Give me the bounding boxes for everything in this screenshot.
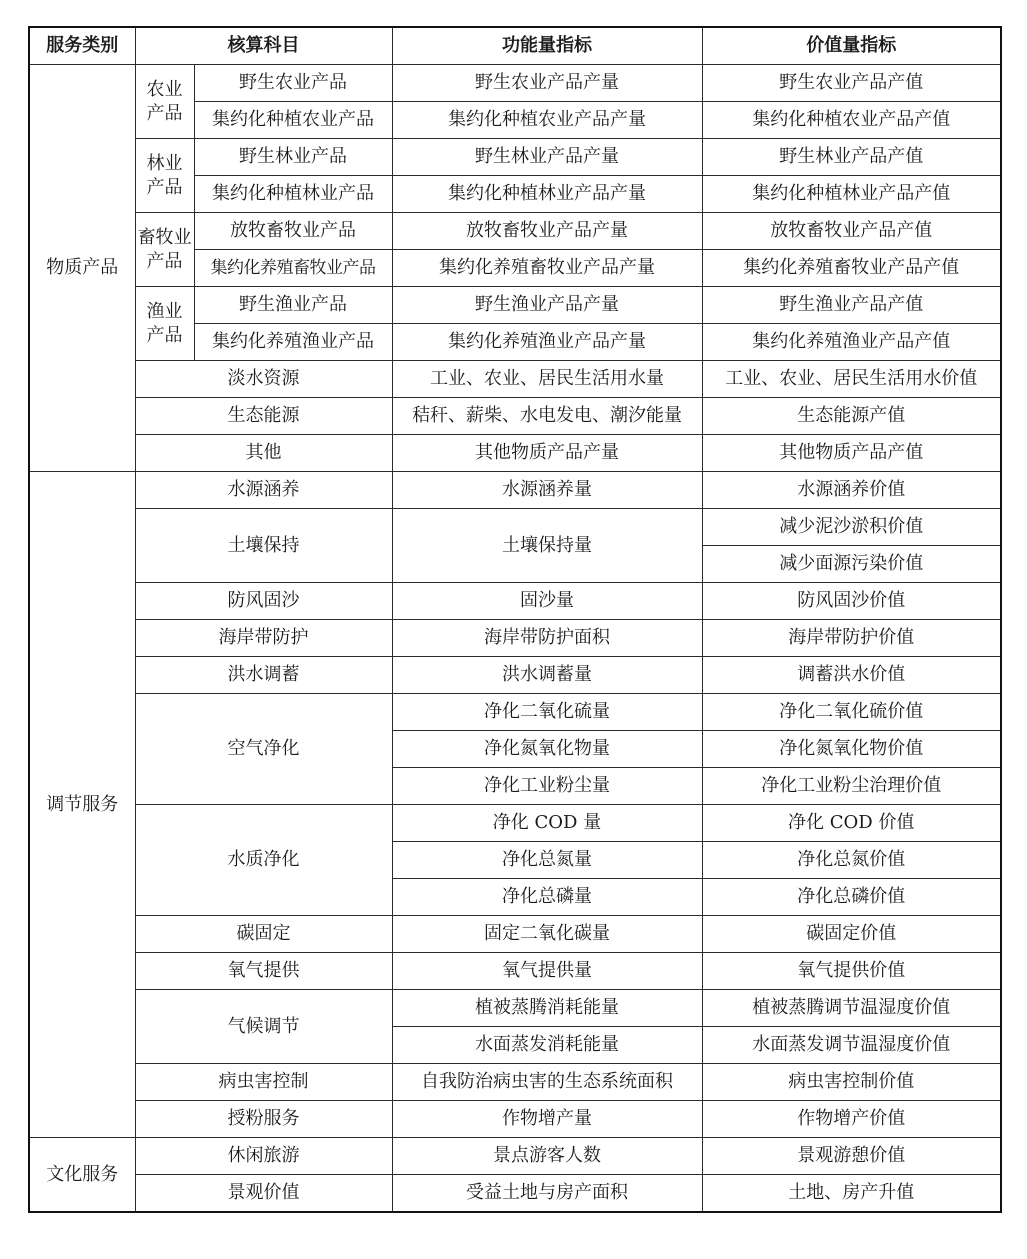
- functional-cell: 工业、农业、居民生活用水量: [392, 361, 702, 398]
- header-service-category: 服务类别: [29, 27, 135, 65]
- table-row: [29, 916, 1001, 953]
- table-row: [29, 694, 1001, 731]
- functional-cell: 净化总磷量: [392, 879, 702, 916]
- item-cell: 水源涵养: [135, 472, 392, 509]
- functional-cell: 野生林业产品产量: [392, 139, 702, 176]
- value-cell: 野生农业产品产值: [702, 65, 1001, 102]
- value-cell: 碳固定价值: [702, 916, 1001, 953]
- value-cell: 净化工业粉尘治理价值: [702, 768, 1001, 805]
- functional-cell: 野生渔业产品产量: [392, 287, 702, 324]
- functional-cell: 景点游客人数: [392, 1138, 702, 1175]
- functional-cell: 净化二氧化硫量: [392, 694, 702, 731]
- table-row: [29, 472, 1001, 509]
- functional-cell: 野生农业产品产量: [392, 65, 702, 102]
- subgroup-agriculture: 农业 产品: [135, 65, 194, 139]
- functional-cell: 植被蒸腾消耗能量: [392, 990, 702, 1027]
- item-cell: 野生林业产品: [194, 139, 392, 176]
- functional-cell: 自我防治病虫害的生态系统面积: [392, 1064, 702, 1101]
- functional-cell: 固沙量: [392, 583, 702, 620]
- table-row: [29, 620, 1001, 657]
- item-cell: 休闲旅游: [135, 1138, 392, 1175]
- item-cell: 景观价值: [135, 1175, 392, 1213]
- functional-cell: 固定二氧化碳量: [392, 916, 702, 953]
- functional-cell: 秸秆、薪柴、水电发电、潮汐能量: [392, 398, 702, 435]
- table-row: [29, 583, 1001, 620]
- table-row: [29, 1175, 1001, 1213]
- table-row: [29, 990, 1001, 1027]
- value-cell: 野生林业产品产值: [702, 139, 1001, 176]
- item-cell: 气候调节: [135, 990, 392, 1064]
- item-cell: 放牧畜牧业产品: [194, 213, 392, 250]
- item-cell: 碳固定: [135, 916, 392, 953]
- value-cell: 水面蒸发调节温湿度价值: [702, 1027, 1001, 1064]
- table-row: [29, 65, 1001, 102]
- document-page: [28, 26, 1002, 1213]
- functional-cell: 净化氮氧化物量: [392, 731, 702, 768]
- item-cell: 野生渔业产品: [194, 287, 392, 324]
- value-cell: 净化二氧化硫价值: [702, 694, 1001, 731]
- value-cell: 净化 COD 价值: [702, 805, 1001, 842]
- value-cell: 野生渔业产品产值: [702, 287, 1001, 324]
- subgroup-fishery: 渔业 产品: [135, 287, 194, 361]
- table-row: [29, 1138, 1001, 1175]
- functional-cell: 受益土地与房产面积: [392, 1175, 702, 1213]
- value-cell: 净化总氮价值: [702, 842, 1001, 879]
- item-cell: 集约化养殖渔业产品: [194, 324, 392, 361]
- value-cell: 集约化种植农业产品产值: [702, 102, 1001, 139]
- value-cell: 集约化养殖畜牧业产品产值: [702, 250, 1001, 287]
- functional-cell: 放牧畜牧业产品产量: [392, 213, 702, 250]
- header-functional-indicator: 功能量指标: [392, 27, 702, 65]
- functional-cell: 氧气提供量: [392, 953, 702, 990]
- table-row: [29, 398, 1001, 435]
- value-cell: 氧气提供价值: [702, 953, 1001, 990]
- item-cell: 淡水资源: [135, 361, 392, 398]
- functional-cell: 净化工业粉尘量: [392, 768, 702, 805]
- category-cultural: 文化服务: [29, 1138, 135, 1213]
- value-cell: 水源涵养价值: [702, 472, 1001, 509]
- functional-cell: 土壤保持量: [392, 509, 702, 583]
- table-row: [29, 1064, 1001, 1101]
- item-cell: 氧气提供: [135, 953, 392, 990]
- table-row: [29, 287, 1001, 324]
- item-cell: 土壤保持: [135, 509, 392, 583]
- value-cell: 作物增产价值: [702, 1101, 1001, 1138]
- header-row: [29, 27, 1001, 65]
- value-cell: 土地、房产升值: [702, 1175, 1001, 1213]
- value-cell: 集约化养殖渔业产品产值: [702, 324, 1001, 361]
- value-cell: 调蓄洪水价值: [702, 657, 1001, 694]
- value-cell: 防风固沙价值: [702, 583, 1001, 620]
- value-cell: 放牧畜牧业产品产值: [702, 213, 1001, 250]
- value-cell: 病虫害控制价值: [702, 1064, 1001, 1101]
- value-cell: 海岸带防护价值: [702, 620, 1001, 657]
- value-cell: 净化氮氧化物价值: [702, 731, 1001, 768]
- header-accounting-item: 核算科目: [135, 27, 392, 65]
- functional-cell: 集约化种植林业产品产量: [392, 176, 702, 213]
- table-row: [29, 805, 1001, 842]
- table-row: [29, 657, 1001, 694]
- item-cell: 病虫害控制: [135, 1064, 392, 1101]
- ecosystem-service-accounting-table: [28, 26, 1002, 1213]
- value-cell: 减少泥沙淤积价值: [702, 509, 1001, 546]
- item-cell: 海岸带防护: [135, 620, 392, 657]
- item-cell: 其他: [135, 435, 392, 472]
- item-cell: 生态能源: [135, 398, 392, 435]
- table-row: [29, 213, 1001, 250]
- item-cell: 集约化种植林业产品: [194, 176, 392, 213]
- table-row: [29, 139, 1001, 176]
- value-cell: 净化总磷价值: [702, 879, 1001, 916]
- table-row: [29, 361, 1001, 398]
- value-cell: 植被蒸腾调节温湿度价值: [702, 990, 1001, 1027]
- category-provisioning: 物质产品: [29, 65, 135, 472]
- table-row: [29, 953, 1001, 990]
- item-cell: 空气净化: [135, 694, 392, 805]
- value-cell: 景观游憩价值: [702, 1138, 1001, 1175]
- item-cell: 防风固沙: [135, 583, 392, 620]
- subgroup-animal-husbandry: 畜牧业 产品: [135, 213, 194, 287]
- functional-cell: 洪水调蓄量: [392, 657, 702, 694]
- item-cell: 授粉服务: [135, 1101, 392, 1138]
- table-row: [29, 435, 1001, 472]
- functional-cell: 海岸带防护面积: [392, 620, 702, 657]
- functional-cell: 集约化养殖畜牧业产品产量: [392, 250, 702, 287]
- functional-cell: 水源涵养量: [392, 472, 702, 509]
- functional-cell: 净化总氮量: [392, 842, 702, 879]
- value-cell: 减少面源污染价值: [702, 546, 1001, 583]
- item-cell: 野生农业产品: [194, 65, 392, 102]
- value-cell: 集约化种植林业产品产值: [702, 176, 1001, 213]
- item-cell: 水质净化: [135, 805, 392, 916]
- value-cell: 生态能源产值: [702, 398, 1001, 435]
- category-regulating: 调节服务: [29, 472, 135, 1138]
- functional-cell: 净化 COD 量: [392, 805, 702, 842]
- subgroup-forestry: 林业 产品: [135, 139, 194, 213]
- functional-cell: 水面蒸发消耗能量: [392, 1027, 702, 1064]
- functional-cell: 集约化种植农业产品产量: [392, 102, 702, 139]
- table-row: [29, 509, 1001, 546]
- item-cell: 集约化种植农业产品: [194, 102, 392, 139]
- header-value-indicator: 价值量指标: [702, 27, 1001, 65]
- functional-cell: 其他物质产品产量: [392, 435, 702, 472]
- value-cell: 工业、农业、居民生活用水价值: [702, 361, 1001, 398]
- value-cell: 其他物质产品产值: [702, 435, 1001, 472]
- item-cell: 集约化养殖畜牧业产品: [194, 250, 392, 287]
- functional-cell: 集约化养殖渔业产品产量: [392, 324, 702, 361]
- functional-cell: 作物增产量: [392, 1101, 702, 1138]
- table-row: [29, 1101, 1001, 1138]
- item-cell: 洪水调蓄: [135, 657, 392, 694]
